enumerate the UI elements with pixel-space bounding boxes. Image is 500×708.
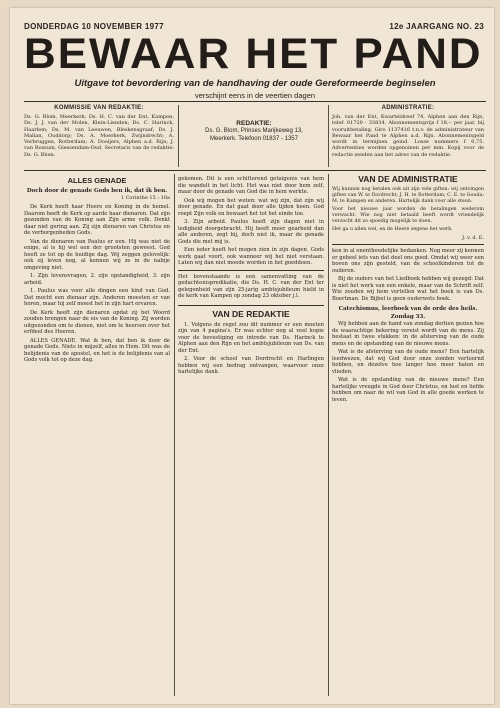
issue-number: 12e JAARGANG NO. 23	[389, 22, 484, 31]
masthead-title: BEWAAR HET PAND	[24, 32, 483, 76]
article-column-middle	[178, 176, 324, 378]
column-divider	[174, 174, 175, 696]
editorial-address-line-1: Ds. G. Blom, Prinses Marijkeweg 13,	[205, 128, 303, 134]
administration-paragraph: Voor het nieuwe jaar worden de betalingen wederom verwacht. Wie nog niet betaald heeft wordt vriendelijk verzocht dit zo spoedig mogelijk te doen.	[332, 207, 484, 224]
catechism-paragraph: Wij hebben aan de hand van zondag dertien gezien hoe de waarachtige bekering vereist wordt van de mens. Zij bestaat in twee stukken: in de afsterving van de oude mens en de opstanding van de nieuwe mens.	[332, 321, 484, 347]
column-divider	[328, 174, 329, 696]
article-heading: ALLES GENADE	[67, 176, 127, 185]
box-divider	[328, 105, 329, 167]
dateline	[24, 22, 484, 31]
newspaper-page	[10, 8, 494, 704]
catechism-paragraph: Wat is de afsterving van de oude mens? Een hartelijk leedwezen, dat wij God door onze zonden vertoornd hebben, en dezelve hoe langer hoe meer haten en vlieden.	[332, 349, 484, 375]
article-paragraph: De Kerk heeft haar Heere en Koning in de hemel. Daarom heeft de Kerk op aarde haar dienaren. Dat zijn gezonden van de Koning aan Zijn arme volk. Denkt daar niet gering aan. Zij zijn dienaren van Christus en de verborgenheden Gods.	[24, 204, 170, 236]
article-paragraph: Een ieder heeft het mogen zien in zijn dagen. Gods werk gaat voort, ook wanneer wij het niet verstaan. Laten wij dan niet moede worden in het goeddoen.	[178, 247, 324, 266]
article-reference: 1 Corinthe 15 : 10a	[120, 195, 170, 201]
editorial-committee-box	[24, 105, 174, 158]
administration-section-heading: VAN DE ADMINISTRATIE	[358, 174, 458, 184]
article-paragraph: 1. Paulus was voor alle dingen een kind van God. Dat mocht een dienaar zijn. Anderen moesten er van horen, maar hij zelf moest het in zijn hart ervaren.	[24, 288, 170, 307]
editorial-committee-text: Ds. G. Blom, Meerkerk; Ds. H. C. van der Ent, Kampen; Ds. J. J. van der Molen, Klein-Lienden; Ds. C. Harinck, Haarlem; Ds. M. van Leeuwen, Bleskensgraaf; Ds. J. Mallan, Ouddorp; Ds. A. Moerkerk, Zwijndrecht; A. Verbruggen, Rotterdam; A. Dooijers, Alphen a.d. Rijn; J. van Rossum, Giessendam-Oud. Secretaris van de redaktie: Ds. G. Blom.	[24, 114, 174, 158]
catechism-paragraph: Wat is de opstanding van de nieuwe mens? Een hartelijke vreugde in God door Christus, en lust en liefde hebben om naar de wil van God in alle goede werken te leven.	[332, 377, 484, 403]
article-paragraph: Ook wij mogen het weten: wat wij zijn, dat zijn wij door genade. En dat gaat door alle tijden heen. God roept Zijn volk en bewaart het tot het einde toe.	[178, 197, 324, 217]
section-rule	[332, 244, 484, 245]
article-paragraph: Van de dienaren van Paulus er een. Hij was niet de enige, al is hij wel een der grootsten geweest. God heeft ze tot op de huidige dag. Wij zeggen gelovelijk: ook zij leven nog, al kennen wij ze in de nabije omgeving niet.	[24, 238, 170, 271]
article-paragraph: gekomen. Dit is een schitterend getuigenis van hem die wandelt in het licht. Het was niet door hem zelf, maar door de genade van God die in hem werkte.	[178, 176, 324, 195]
article-paragraph: ken in al onenthoudelijke bedanken. Nog meer zij kennen er geheel iets van dat deel ons goed. Omdat wij weer een boven ons zijn gesteld, van de schoolkinderen tot de ouderen.	[332, 248, 484, 274]
editorial-address-line-2: Meerkerk. Telefoon 01837 - 1357	[210, 136, 298, 142]
section-divider	[24, 170, 486, 171]
catechism-heading: Catechismus, leerboek van de orde des heils.	[338, 306, 478, 312]
box-divider	[178, 105, 179, 167]
masthead-subtitle: Uitgave tot bevordering van de handhaving der oude Gereformeerde beginselen	[74, 78, 436, 89]
article-column-right	[332, 174, 484, 405]
administration-box	[332, 105, 484, 158]
sermon-note: Het bovenstaande is een samenvatting van de gedachtenispredikatie, die Ds. H. C. van der Ent ter gelegenheid van zijn 25-jarig ambtsjubileum hield in de kerk van Kampen op zondag 23 oktober j.l.	[178, 273, 324, 299]
catechism-reference: Zondag 33.	[390, 314, 426, 320]
sermon-note-box	[178, 270, 324, 306]
publication-frequency: verschijnt eens in de veertien dagen	[194, 91, 316, 100]
administration-text: Joh. van der Ent, Kwarteldreef 74, Alphen aan den Rijn, telef. 01720 - 33834. Abonnementsprijs f 18,-- per jaar, bij vooruitbetaling. Giro 1137416 t.n.v. de administrateur van Bewaar het Pand te Alphen a.d. Rijn. Abonnementsgeld wordt in termijnen geind. Losse nummers f 0,75. Advertenties worden opgenomen per mm. Kopij voor de redactie zenden aan het adres van de redaktie.	[332, 114, 484, 158]
editorial-section-heading: VAN DE REDAKTIE	[212, 308, 290, 319]
header-divider	[24, 101, 486, 102]
article-paragraph: 1. Zijn levensvragen, 2. zijn opstandigheid, 3. zijn arbeid.	[24, 273, 170, 286]
article-paragraph: Bij de ouders van het Liedboek hebben wij gezegd: Dat is niet het werk van een enkele, maar van de Schrift zelf. Wie zouden wij hem vertellen wat het boek is van Ds. Boertman. De Bijbel is geen ouderwets boek.	[332, 276, 484, 302]
editorial-address-box	[184, 120, 324, 143]
editorial-committee-heading: KOMMISSIE VAN REDAKTIE:	[54, 105, 144, 111]
editorial-paragraph: 2. Voor de school van Dordrecht en Harlingen hebben wij een bedrag ontvangen, waarvoor onze hartelijke dank.	[178, 356, 324, 375]
article-column-left	[24, 176, 170, 366]
editorial-paragraph: 1. Volgens de regel zou dit nummer er een moeten zijn van 4 pagina's. Er was echter nog al veel kopie voor de bevestiging en intrede van Ds. Harinck te Alphen aan den Rijn en het ambtsjubileum van Ds. van der Ent.	[178, 321, 324, 354]
article-paragraph: 3. Zijn arbeid. Paulus heeft zijn dagen niet in ledigheid doorgebracht. Hij heeft meer gearbeid dan alle anderen, zegt hij, doch niet ik, maar de genade Gods die met mij is.	[178, 219, 324, 245]
article-paragraph: ALLES GENADE. Wat ik ben, dat ben ik door de genade Gods. Niets in mijzelf, alles in Hem. Dit was de belijdenis van de apostel, en het is de belijdenis van al Gods volk tot op deze dag.	[24, 337, 170, 363]
issue-date: DONDERDAG 10 NOVEMBER 1977	[24, 22, 164, 31]
administration-heading: ADMINISTRATIE:	[381, 105, 435, 111]
article-paragraph: De Kerk heeft zijn dienaren opdat zij het Woord zouden brengen naar de eis van de Koning. Zij worden uitgezonden om te dienen, niet om te heersen over het erfdeel des Heeren.	[24, 309, 170, 335]
editorial-heading: REDAKTIE:	[236, 120, 272, 127]
administration-signature: J. v. d. E.	[462, 235, 484, 241]
administration-paragraph: Het ga u allen wel, en de Heere zegene het werk.	[332, 227, 453, 232]
article-scripture: Doch door de genade Gods ben ik, dat ik ben.	[26, 188, 168, 194]
administration-paragraph: Wij kunnen nog betalen ook uit zijn vele giften: wij ontvingen giften van W. te Dordrecht; J. H. te Rotterdam; C. E. te Gouda; M. te Kampen en anderen. Hartelijk dank voor alle steun.	[332, 187, 484, 204]
